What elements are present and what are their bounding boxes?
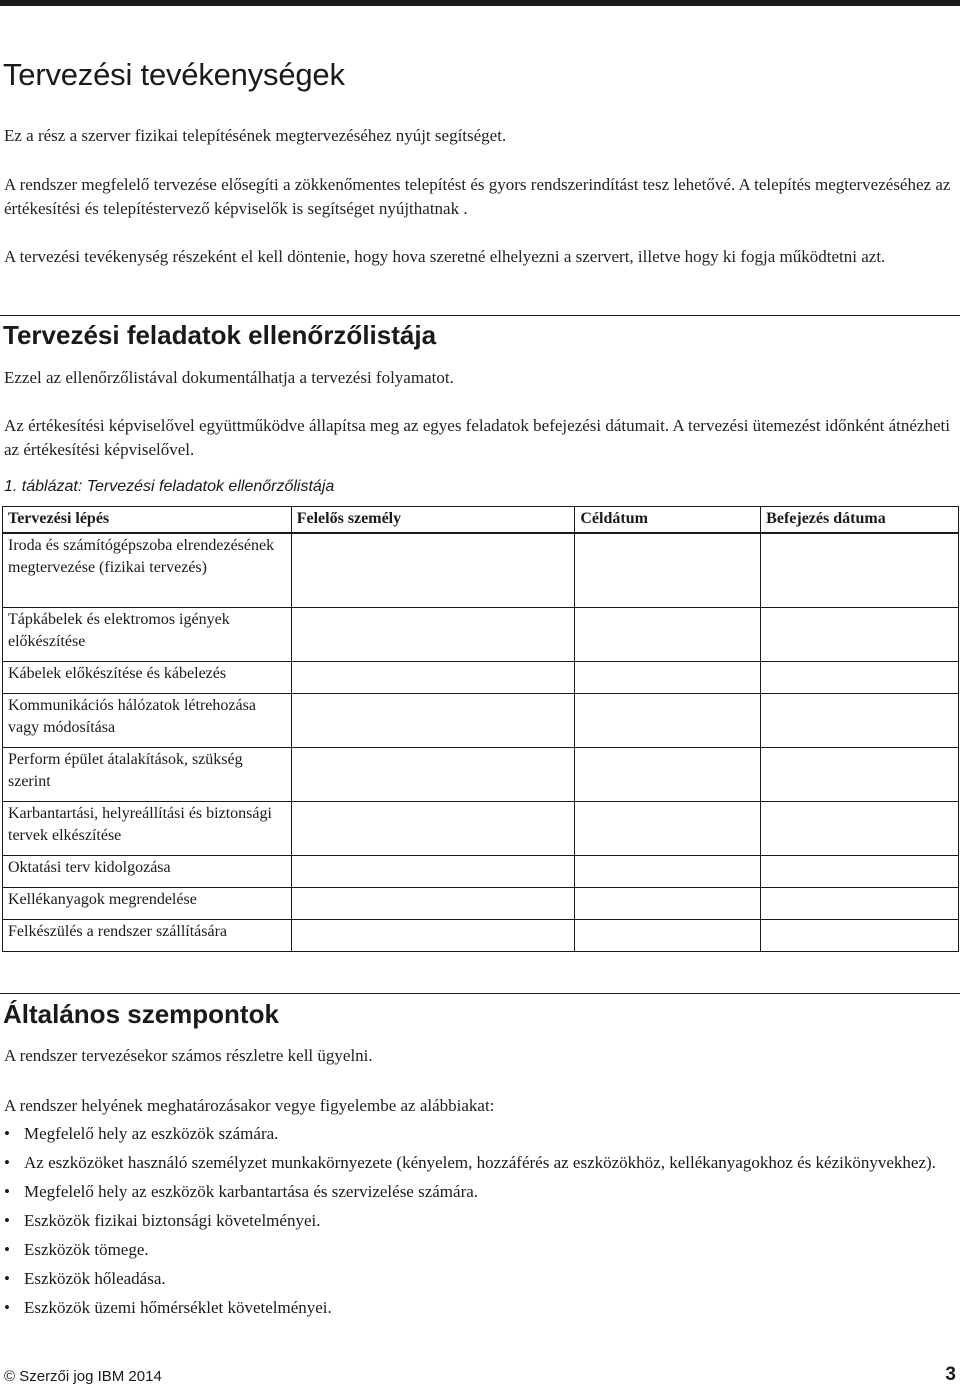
completion-date-cell bbox=[761, 919, 959, 951]
planning-checklist-table bbox=[2, 506, 959, 952]
bullet-icon: • bbox=[4, 1269, 10, 1288]
completion-date-cell bbox=[761, 887, 959, 919]
section-divider bbox=[0, 315, 960, 316]
table-row bbox=[3, 533, 959, 607]
bullet-icon: • bbox=[4, 1298, 10, 1317]
target-date-cell bbox=[575, 747, 761, 801]
task-cell: Perform épület átalakítások, szükség szerint bbox=[3, 747, 292, 801]
general-considerations-heading: Általános szempontok bbox=[3, 999, 279, 1029]
table-row bbox=[3, 693, 959, 747]
completion-date-cell bbox=[761, 607, 959, 661]
list-item: • Eszközök fizikai biztonsági követelményei. bbox=[4, 1209, 954, 1233]
bullet-icon: • bbox=[4, 1211, 10, 1230]
table-caption: 1. táblázat: Tervezési feladatok ellenőrzőlistája bbox=[4, 478, 335, 495]
checklist-intro: Ezzel az ellenőrzőlistával dokumentálhatja a tervezési folyamatot. bbox=[4, 368, 454, 387]
section-divider bbox=[0, 993, 960, 994]
task-cell: Kommunikációs hálózatok létrehozása vagy módosítása bbox=[3, 693, 292, 747]
completion-date-cell bbox=[761, 747, 959, 801]
target-date-cell bbox=[575, 855, 761, 887]
page-title: Tervezési tevékenységek bbox=[3, 57, 345, 92]
checklist-heading: Tervezési feladatok ellenőrzőlistája bbox=[3, 320, 437, 350]
header-completion-date: Befejezés dátuma bbox=[761, 507, 959, 534]
top-rule bbox=[0, 0, 960, 6]
list-item: • Eszközök üzemi hőmérséklet követelményei. bbox=[4, 1296, 954, 1320]
target-date-cell bbox=[575, 661, 761, 693]
table-row bbox=[3, 887, 959, 919]
completion-date-cell bbox=[761, 533, 959, 607]
bullet-icon: • bbox=[4, 1182, 10, 1201]
responsible-cell bbox=[291, 607, 575, 661]
responsible-cell bbox=[291, 747, 575, 801]
list-item: • Az eszközöket használó személyzet munkakörnyezete (kényelem, hozzáférés az eszközökhöz, kellékanyagokhoz és kézikönyvekhez). bbox=[4, 1151, 954, 1175]
bullet-icon: • bbox=[4, 1240, 10, 1259]
completion-date-cell bbox=[761, 661, 959, 693]
table-row bbox=[3, 855, 959, 887]
target-date-cell bbox=[575, 887, 761, 919]
responsible-cell bbox=[291, 801, 575, 855]
considerations-list bbox=[4, 1122, 954, 1325]
task-cell: Oktatási terv kidolgozása bbox=[3, 855, 292, 887]
list-item: • Eszközök tömege. bbox=[4, 1238, 954, 1262]
responsible-cell bbox=[291, 855, 575, 887]
responsible-cell bbox=[291, 661, 575, 693]
header-planning-step: Tervezési lépés bbox=[3, 507, 292, 534]
considerations-intro: A rendszer tervezésekor számos részletre kell ügyelni. bbox=[4, 1046, 373, 1065]
location-paragraph: A tervezési tevékenység részeként el kell döntenie, hogy hova szeretné elhelyezni a szervert, illetve hogy ki fogja működtetni azt. bbox=[4, 247, 886, 266]
intro-paragraph: Ez a rész a szerver fizikai telepítésének megtervezéséhez nyújt segítséget. bbox=[4, 126, 507, 145]
planning-paragraph: A rendszer megfelelő tervezése elősegíti a zökkenőmentes telepítést és gyors rendszerindítást tesz lehetővé. A telepítés megtervezéséhez az értékesítési és telepítéstervező képviselők is segítséget nyújthatnak . bbox=[4, 175, 951, 218]
header-target-date: Céldátum bbox=[575, 507, 761, 534]
target-date-cell bbox=[575, 693, 761, 747]
target-date-cell bbox=[575, 919, 761, 951]
page-number: 3 bbox=[945, 1364, 956, 1385]
responsible-cell bbox=[291, 887, 575, 919]
responsible-cell bbox=[291, 919, 575, 951]
task-cell: Felkészülés a rendszer szállítására bbox=[3, 919, 292, 951]
task-cell: Kellékanyagok megrendelése bbox=[3, 887, 292, 919]
list-item: • Eszközök hőleadása. bbox=[4, 1267, 954, 1291]
responsible-cell bbox=[291, 693, 575, 747]
task-cell: Kábelek előkészítése és kábelezés bbox=[3, 661, 292, 693]
header-responsible-person: Felelős személy bbox=[291, 507, 575, 534]
bullet-icon: • bbox=[4, 1153, 10, 1172]
target-date-cell bbox=[575, 801, 761, 855]
task-cell: Tápkábelek és elektromos igények előkészítése bbox=[3, 607, 292, 661]
completion-date-cell bbox=[761, 801, 959, 855]
table-header-row bbox=[3, 507, 959, 534]
table-row bbox=[3, 919, 959, 951]
table-row bbox=[3, 747, 959, 801]
bullet-icon: • bbox=[4, 1124, 10, 1143]
list-item: • Megfelelő hely az eszközök karbantartása és szervizelése számára. bbox=[4, 1180, 954, 1204]
responsible-cell bbox=[291, 533, 575, 607]
copyright-notice: © Szerzői jog IBM 2014 bbox=[4, 1368, 162, 1385]
table-row bbox=[3, 801, 959, 855]
target-date-cell bbox=[575, 533, 761, 607]
task-cell: Iroda és számítógépszoba elrendezésének megtervezése (fizikai tervezés) bbox=[3, 533, 292, 607]
task-cell: Karbantartási, helyreállítási és biztonsági tervek elkészítése bbox=[3, 801, 292, 855]
completion-date-cell bbox=[761, 693, 959, 747]
table-row bbox=[3, 661, 959, 693]
checklist-description: Az értékesítési képviselővel együttműködve állapítsa meg az egyes feladatok befejezési dátumait. A tervezési ütemezést időnként átnézheti az értékesítési képviselővel. bbox=[4, 416, 950, 459]
table-row bbox=[3, 607, 959, 661]
location-criteria-intro: A rendszer helyének meghatározásakor vegye figyelembe az alábbiakat: bbox=[4, 1096, 495, 1115]
completion-date-cell bbox=[761, 855, 959, 887]
list-item: • Megfelelő hely az eszközök számára. bbox=[4, 1122, 954, 1146]
target-date-cell bbox=[575, 607, 761, 661]
